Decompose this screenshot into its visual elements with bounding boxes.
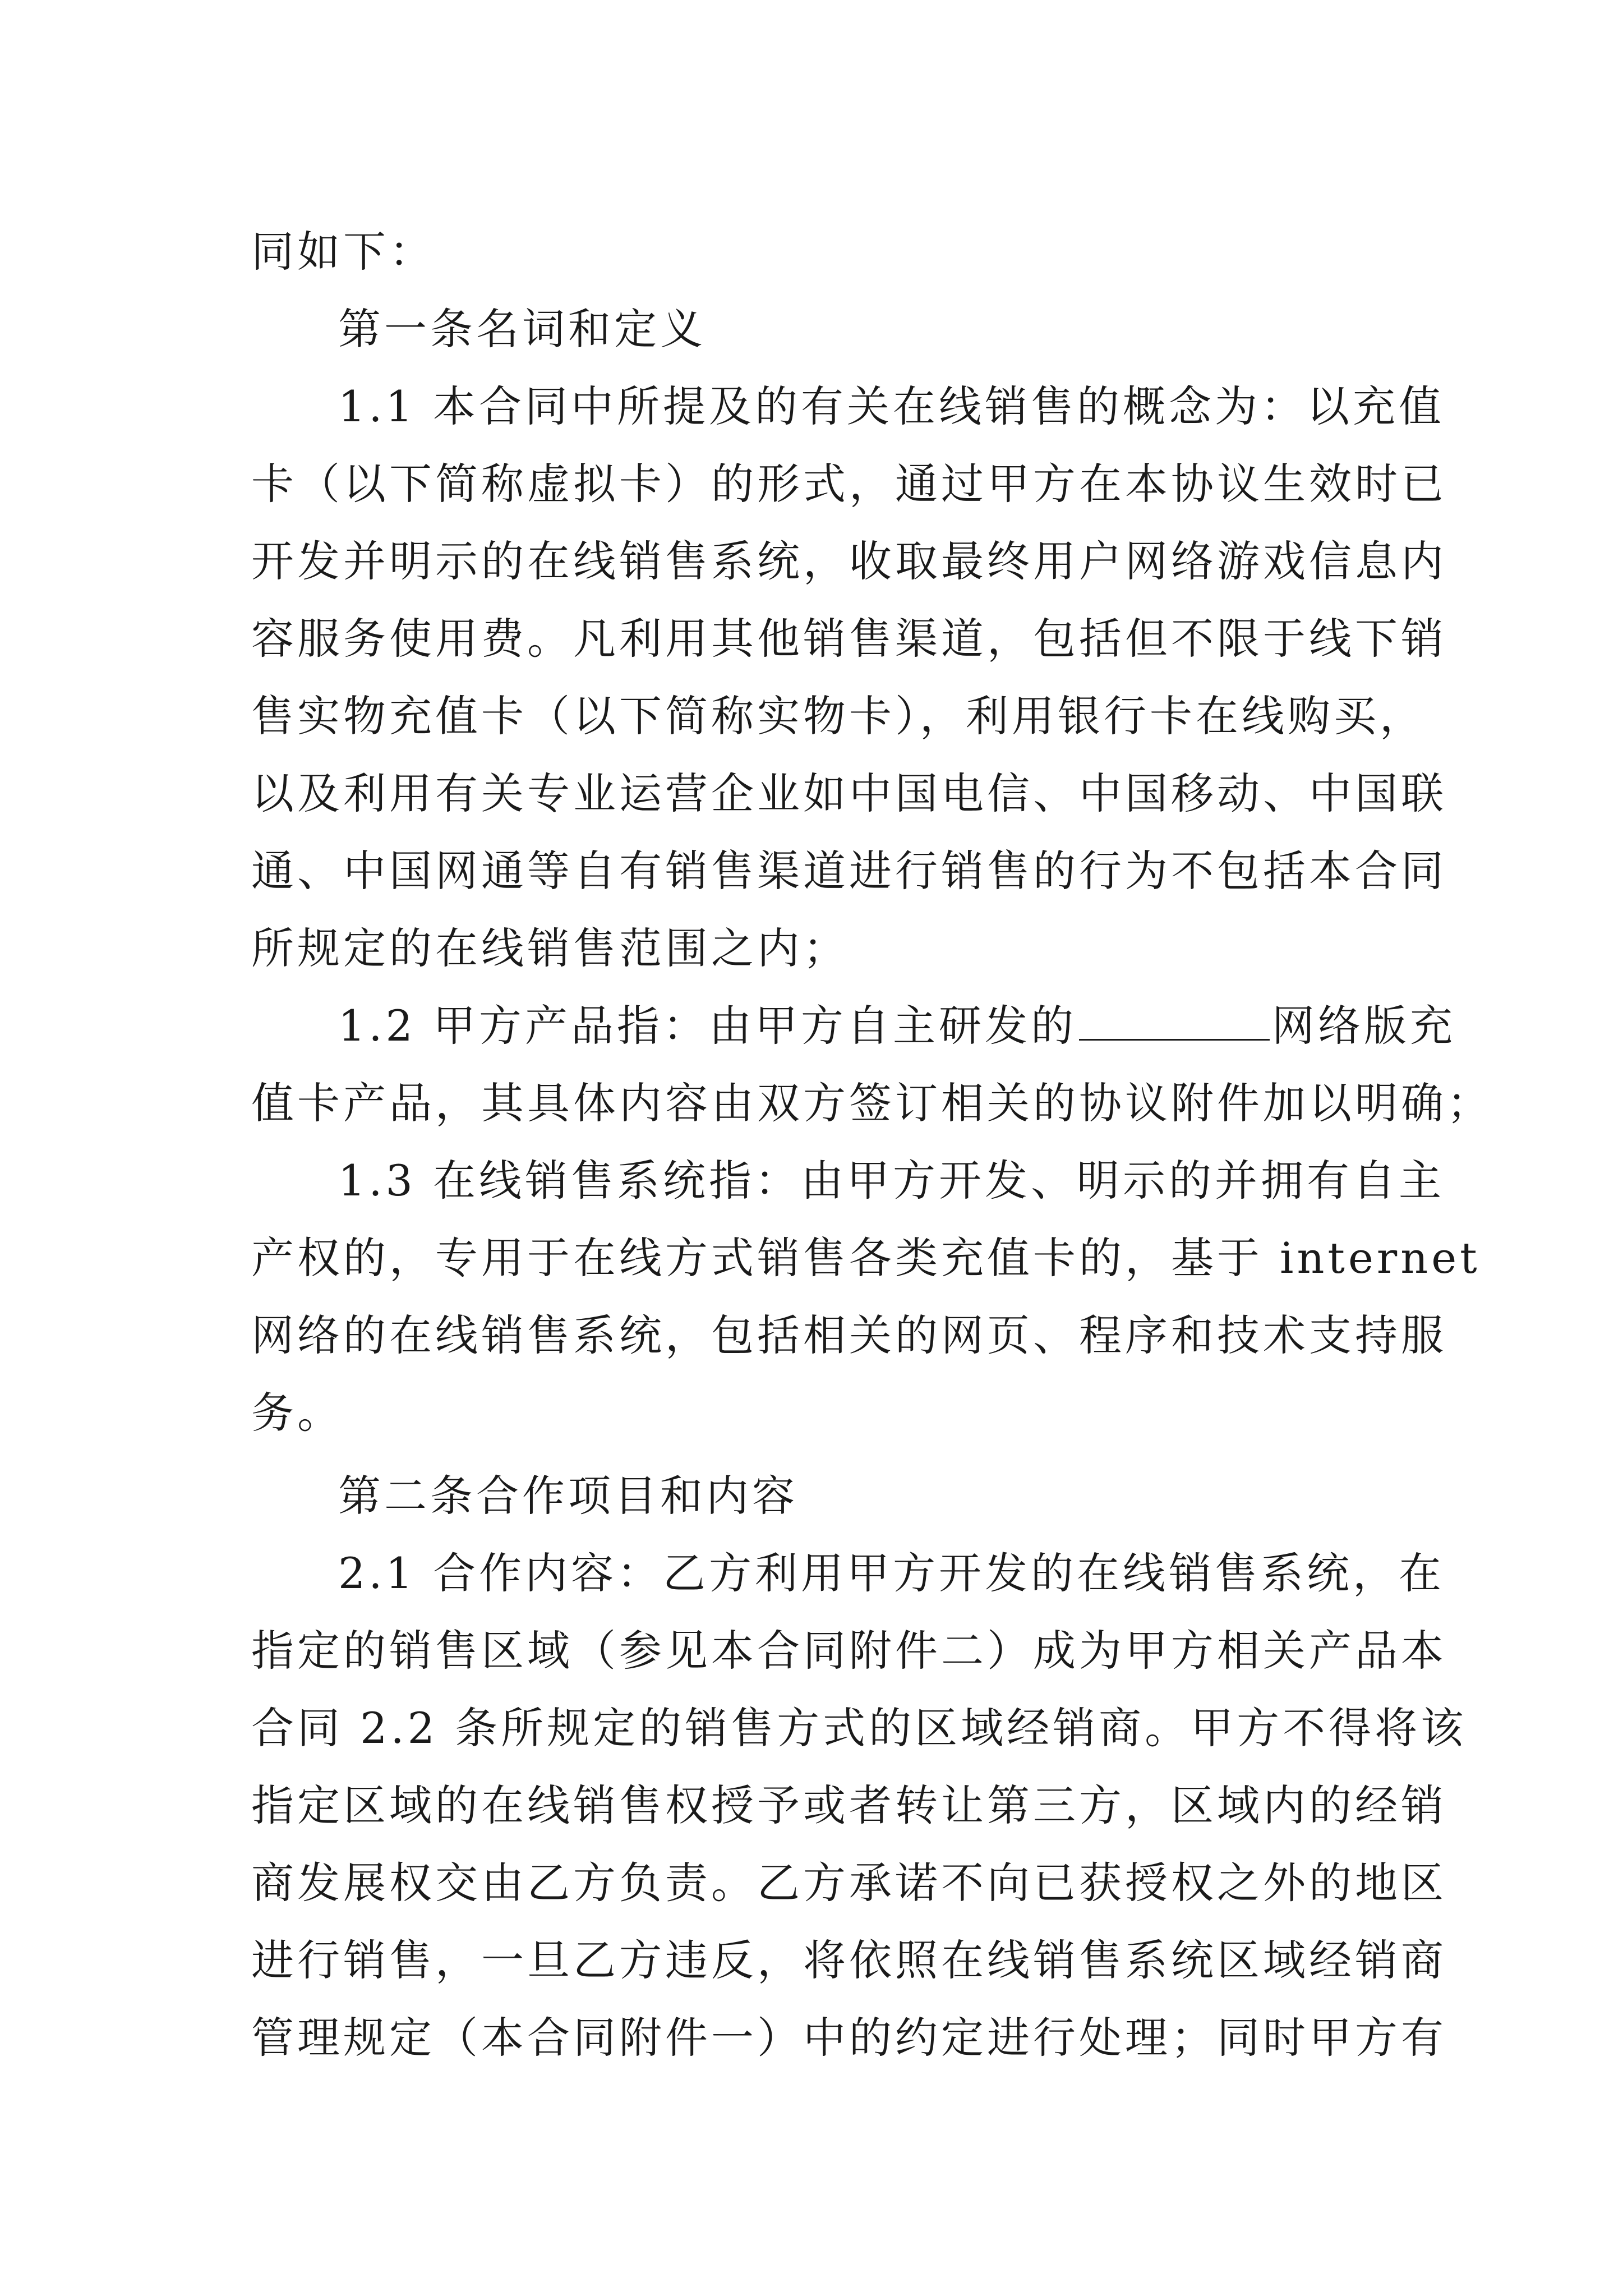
text-line: 务。 — [251, 1388, 343, 1438]
text-line: 指定的销售区域（参见本合同附件二）成为甲方相关产品本 — [251, 1626, 1447, 1676]
text-fragment: 网络版充 — [1272, 1001, 1456, 1051]
text-line: 指定区域的在线销售权授予或者转让第三方，区域内的经销 — [251, 1780, 1447, 1830]
text-line: 管理规定（本合同附件一）中的约定进行处理；同时甲方有 — [251, 2013, 1447, 2063]
text-line: 进行销售，一旦乙方违反，将依照在线销售系统区域经销商 — [251, 1935, 1447, 1985]
text-line: 产权的，专用于在线方式销售各类充值卡的，基于 internet — [251, 1233, 1481, 1283]
text-line: 以及利用有关专业运营企业如中国电信、中国移动、中国联 — [251, 769, 1447, 818]
text-line: 所规定的在线销售范围之内； — [251, 923, 849, 973]
text-line: 开发并明示的在线销售系统，收取最终用户网络游戏信息内 — [251, 536, 1447, 586]
text-line: 卡（以下简称虚拟卡）的形式，通过甲方在本协议生效时已 — [251, 459, 1447, 509]
text-line: 商发展权交由乙方负责。乙方承诺不向已获授权之外的地区 — [251, 1858, 1447, 1908]
document-page — [251, 213, 1493, 2077]
fill-in-blank — [1079, 1000, 1270, 1041]
text-line: 网络的在线销售系统，包括相关的网页、程序和技术支持服 — [251, 1310, 1447, 1360]
section-heading: 第一条名词和定义 — [338, 304, 706, 354]
text-line: 2.1 合作内容：乙方利用甲方开发的在线销售系统，在 — [338, 1548, 1445, 1598]
text-line: 1.3 在线销售系统指：由甲方开发、明示的并拥有自主 — [338, 1156, 1445, 1205]
section-heading: 第二条合作项目和内容 — [338, 1471, 798, 1521]
text-fragment: 1.2 甲方产品指：由甲方自主研发的 — [338, 1001, 1077, 1051]
text-line: 值卡产品，其具体内容由双方签订相关的协议附件加以明确； — [251, 1078, 1493, 1128]
text-line: 通、中国网通等自有销售渠道进行销售的行为不包括本合同 — [251, 846, 1447, 896]
text-line: 1.1 本合同中所提及的有关在线销售的概念为：以充值 — [338, 381, 1445, 431]
text-line: 合同 2.2 条所规定的销售方式的区域经销商。甲方不得将该 — [251, 1703, 1467, 1753]
text-line — [251, 987, 1456, 1065]
text-line: 同如下： — [251, 227, 435, 277]
text-line: 售实物充值卡（以下简称实物卡），利用银行卡在线购买， — [251, 691, 1426, 741]
paragraph-spacer — [251, 1452, 1381, 1457]
text-line: 容服务使用费。凡利用其他销售渠道，包括但不限于线下销 — [251, 614, 1447, 664]
